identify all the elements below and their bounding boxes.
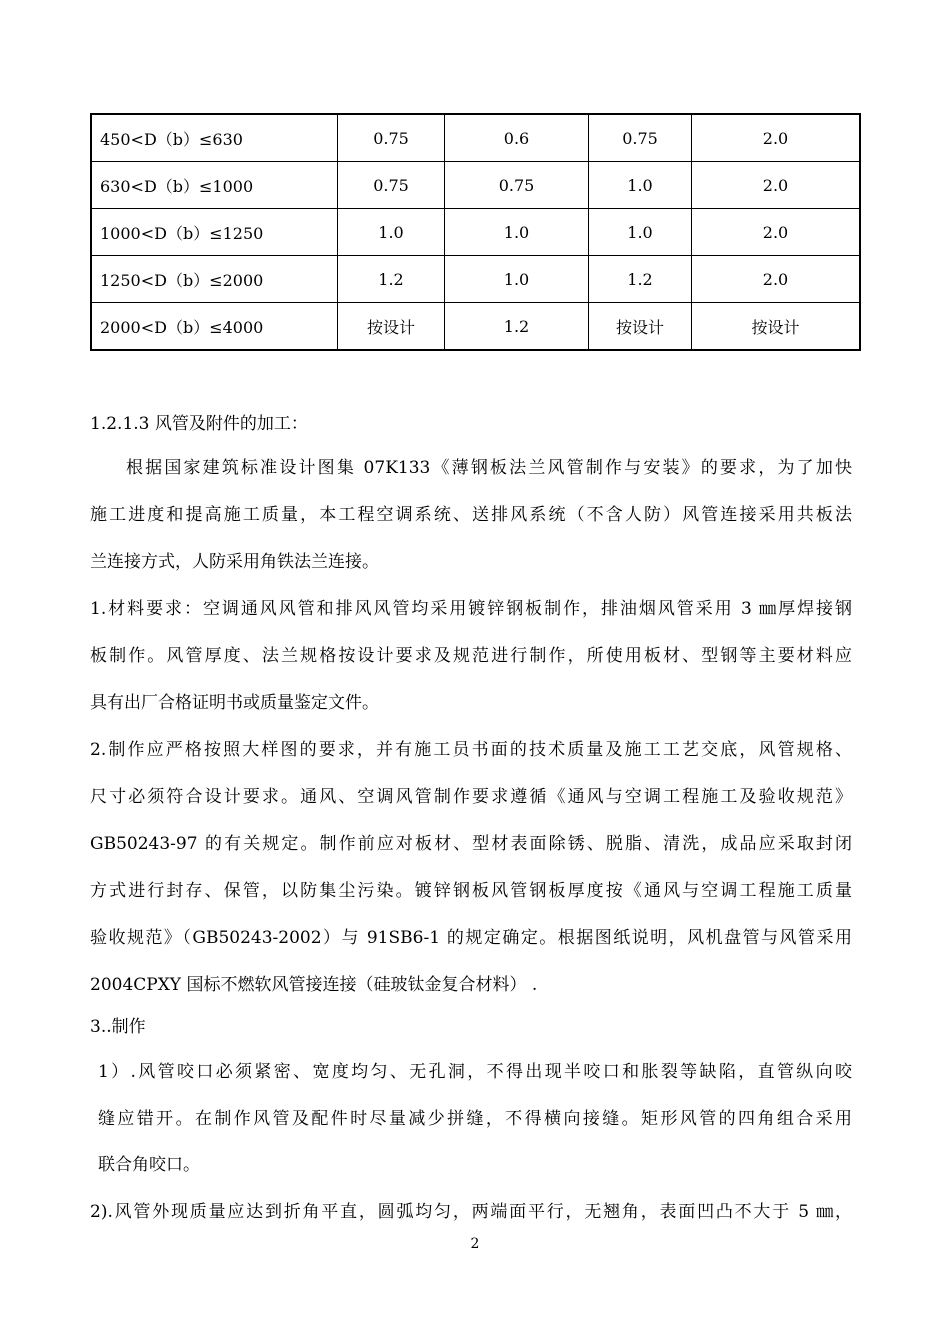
paragraph-line: 尺寸必须符合设计要求。通风、空调风管制作要求遵循《通风与空调工程施工及验收规范》 [90,787,852,807]
table-row [91,162,860,209]
paragraph-line: 具有出厂合格证明书或质量鉴定文件。 [90,693,379,713]
size-range-cell: 630<D（b）≤1000 [91,162,338,209]
paragraph-line: 方式进行封存、保管，以防集尘污染。镀锌钢板风管钢板厚度按《通风与空调工程施工质量 [90,881,852,901]
value-cell: 0.75 [445,162,589,209]
value-cell: 1.0 [338,209,445,256]
size-range-cell: 1250<D（b）≤2000 [91,256,338,303]
value-cell: 1.2 [338,256,445,303]
paragraph-line: GB50243-97 的有关规定。制作前应对板材、型材表面除锈、脱脂、清洗，成品应采取封闭 [90,834,852,854]
value-cell: 1.2 [445,303,589,351]
value-cell: 1.0 [445,209,589,256]
value-cell: 1.0 [589,209,692,256]
value-cell: 0.75 [589,114,692,162]
table-row [91,209,860,256]
page-number: 2 [470,1236,480,1252]
paragraph-line: 板制作。风管厚度、法兰规格按设计要求及规范进行制作，所使用板材、型钢等主要材料应 [90,646,852,666]
paragraph-line: 2004CPXY 国标不燃软风管接连接（硅玻钛金复合材料） . [90,975,538,995]
size-range-cell: 2000<D（b）≤4000 [91,303,338,351]
paragraph-line: 兰连接方式，人防采用角铁法兰连接。 [90,552,379,572]
paragraph-line: 3..制作 [90,1017,146,1037]
paragraph-line: 2.制作应严格按照大样图的要求，并有施工员书面的技术质量及施工工艺交底，风管规格、 [90,740,852,760]
value-cell: 2.0 [692,114,861,162]
value-cell: 1.0 [589,162,692,209]
paragraph-line: 1）.风管咬口必须紧密、宽度均匀、无孔洞，不得出现半咬口和胀裂等缺陷，直管纵向咬 [98,1062,852,1082]
value-cell: 2.0 [692,209,861,256]
value-cell: 0.75 [338,114,445,162]
duct-thickness-table [90,113,861,351]
paragraph-line: 根据国家建筑标准设计图集 07K133《薄钢板法兰风管制作与安装》的要求，为了加快 [126,458,852,478]
value-cell: 按设计 [338,303,445,351]
value-cell: 按设计 [692,303,861,351]
value-cell: 按设计 [589,303,692,351]
table-row [91,114,860,162]
paragraph-line: 2).风管外现质量应达到折角平直，圆弧均匀，两端面平行，无翘角，表面凹凸不大于 5 ㎜， [90,1202,852,1222]
size-range-cell: 450<D（b）≤630 [91,114,338,162]
table-row [91,256,860,303]
value-cell: 2.0 [692,256,861,303]
size-range-cell: 1000<D（b）≤1250 [91,209,338,256]
paragraph-line: 缝应错开。在制作风管及配件时尽量减少拼缝，不得横向接缝。矩形风管的四角组合采用 [98,1109,852,1129]
table-row [91,303,860,351]
paragraph-line: 施工进度和提高施工质量，本工程空调系统、送排风系统（不含人防）风管连接采用共板法 [90,505,852,525]
paragraph-line: 验收规范》（GB50243-2002）与 91SB6-1 的规定确定。根据图纸说明，风机盘管与风管采用 [90,928,852,948]
value-cell: 1.2 [589,256,692,303]
section-heading: 1.2.1.3 风管及附件的加工： [90,414,308,434]
paragraph-line: 1.材料要求：空调通风风管和排风风管均采用镀锌钢板制作，排油烟风管采用 3 ㎜厚焊接钢 [90,599,852,619]
value-cell: 2.0 [692,162,861,209]
value-cell: 1.0 [445,256,589,303]
paragraph-line: 联合角咬口。 [98,1155,200,1175]
value-cell: 0.6 [445,114,589,162]
value-cell: 0.75 [338,162,445,209]
